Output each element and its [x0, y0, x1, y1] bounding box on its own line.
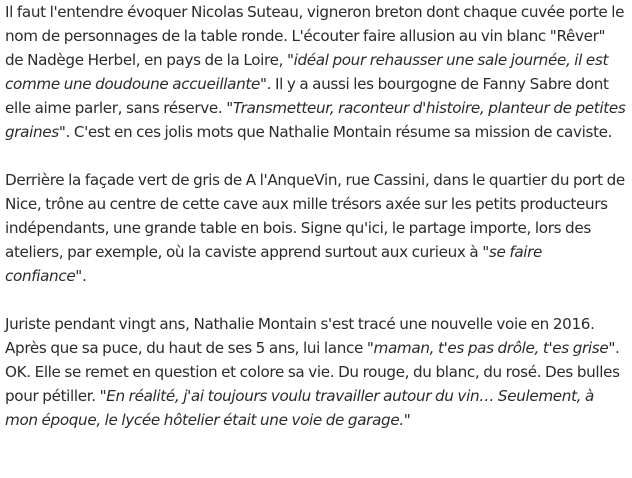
p3-quote-2: "En réalité, j'ai toujours voulu travailler autour du vin… Seulement, à mon époque, le lycée hôtelier était une voie de garage." — [5, 387, 594, 429]
paragraph-2 — [5, 168, 626, 288]
p1-text-3: . C'est en ces jolis mots que Nathalie Montain résume sa mission de caviste. — [65, 123, 613, 141]
p2-text-1: Derrière la façade vert de gris de A l'AnqueVin, rue Cassini, dans le quartier du port de Nice, trône au centre de cette cave aux mille trésors axée sur les petits producteurs indépendants, une grande table en bois. Signe qu'ici, le partage importe, lors des ateliers, par exemple, où la caviste apprend surtout aux curieux à — [5, 171, 625, 261]
p1-text-1: Il faut l'entendre évoquer Nicolas Suteau, vigneron breton dont chaque cuvée porte le nom de personnages de la table ronde. L'écouter faire allusion au vin blanc "Rêver" de Nadège Herbel, en pays de la Loire, — [5, 3, 625, 69]
p1-quote-2: "Transmetteur, raconteur d'histoire, planteur de petites graines" — [5, 99, 626, 141]
p3-text-2: . OK. Elle se remet en question et colore sa vie. Du rouge, du blanc, du rosé. Des bulles pour pétiller. — [5, 339, 620, 405]
p2-text-2: . — [81, 267, 87, 285]
p3-text-1: Juriste pendant vingt ans, Nathalie Montain s'est tracé une nouvelle voie en 2016. Après que sa puce, du haut de ses 5 ans, lui lance — [5, 315, 595, 357]
p3-quote-1: "maman, t'es pas drôle, t'es grise" — [366, 339, 615, 357]
paragraph-1 — [5, 0, 626, 144]
p2-quote-1: "se faire confiance" — [5, 243, 543, 285]
p1-text-2: . Il y a aussi les bourgogne de Fanny Sabre dont elle aime parler, sans réserve. — [5, 75, 609, 117]
paragraph-3 — [5, 312, 626, 432]
p1-quote-1: "idéal pour rehausser une sale journée, il est comme une doudoune accueillante" — [5, 51, 609, 93]
